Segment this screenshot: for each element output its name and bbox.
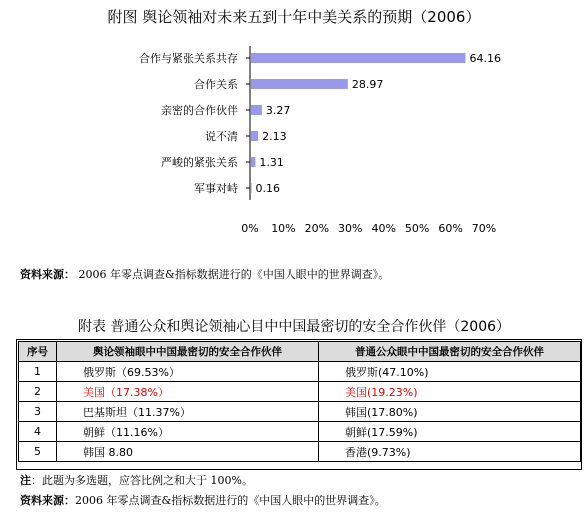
- source-label: 资料来源：: [20, 268, 75, 281]
- public-partner: 美国(19.23%): [319, 382, 581, 402]
- x-tick-label: 30%: [338, 222, 363, 235]
- bar: [251, 131, 258, 141]
- leaders-partner: 美国（17.38%）: [57, 382, 319, 402]
- table-row: [19, 402, 581, 422]
- public-partner: 韩国(17.80%): [319, 402, 581, 422]
- x-tick-label: 70%: [471, 222, 497, 235]
- table-header-row: [19, 342, 581, 362]
- figure-title: 附图 舆论领袖对未来五到十年中美关系的预期（2006）: [107, 8, 481, 26]
- category-label: 说不清: [205, 130, 238, 143]
- bar: [251, 157, 255, 167]
- x-tick-label: 50%: [404, 222, 430, 235]
- category-label: 军事对峙: [194, 182, 238, 195]
- value-label: 1.31: [259, 156, 284, 169]
- source-text-2: 2006 年零点调查&指标数据进行的《中国人眼中的世界调查》。: [75, 494, 386, 507]
- table-note: [20, 472, 253, 488]
- header-public: 普通公众眼中中国最密切的安全合作伙伴: [319, 342, 581, 362]
- bar: [251, 183, 252, 193]
- x-tick-label: 20%: [304, 222, 330, 235]
- category-label: 亲密的合作伙伴: [161, 104, 238, 117]
- public-partner: 朝鲜(17.59%): [319, 422, 581, 442]
- bar: [251, 79, 348, 89]
- table-row: [19, 422, 581, 442]
- source-note-2: [20, 492, 386, 508]
- leaders-partner: 巴基斯坦（11.37%）: [57, 402, 319, 422]
- note-text: ：此题为多选题，应答比例之和大于 100%。: [31, 474, 253, 487]
- x-tick-label: 10%: [271, 222, 296, 235]
- row-number: 2: [19, 382, 57, 402]
- category-label: 严峻的紧张关系: [161, 156, 238, 169]
- bar: [251, 53, 465, 63]
- public-partner: 香港(9.73%): [319, 442, 581, 462]
- public-partner: 俄罗斯(47.10%): [319, 362, 581, 382]
- x-tick-label: 0%: [241, 222, 259, 235]
- source-label-2: 资料来源：: [20, 494, 75, 507]
- header-no: 序号: [19, 342, 57, 362]
- category-label: 合作关系: [194, 78, 238, 91]
- table-row: [19, 382, 581, 402]
- value-label: 64.16: [469, 52, 501, 65]
- source-text: 2006 年零点调查&指标数据进行的《中国人眼中的世界调查》。: [75, 268, 390, 281]
- table-title: 附表 普通公众和舆论领袖心目中中国最密切的安全合作伙伴（2006）: [77, 319, 511, 335]
- value-label: 3.27: [265, 104, 291, 117]
- table-row: [19, 362, 581, 382]
- x-tick-label: 40%: [371, 222, 396, 235]
- source-note-1: [20, 266, 389, 282]
- bar: [251, 105, 262, 115]
- value-label: 28.97: [351, 78, 384, 91]
- leaders-partner: 俄罗斯（69.53%）: [57, 362, 319, 382]
- partner-table: [18, 341, 581, 462]
- category-label: 合作与紧张关系共存: [139, 52, 238, 65]
- value-label: 2.13: [262, 130, 287, 143]
- x-tick-label: 60%: [438, 222, 463, 235]
- row-number: 4: [19, 422, 57, 442]
- row-number: 1: [19, 362, 57, 382]
- bar-chart: [0, 0, 588, 240]
- chart-bars: [139, 46, 501, 235]
- header-leaders: 舆论领袖眼中中国最密切的安全合作伙伴: [57, 342, 319, 362]
- table-row: [19, 442, 581, 462]
- row-number: 3: [19, 402, 57, 422]
- value-label: 0.16: [255, 182, 281, 195]
- leaders-partner: 朝鲜（11.16%）: [57, 422, 319, 442]
- note-label: 注: [20, 474, 31, 487]
- leaders-partner: 韩国 8.80: [57, 442, 319, 462]
- row-number: 5: [19, 442, 57, 462]
